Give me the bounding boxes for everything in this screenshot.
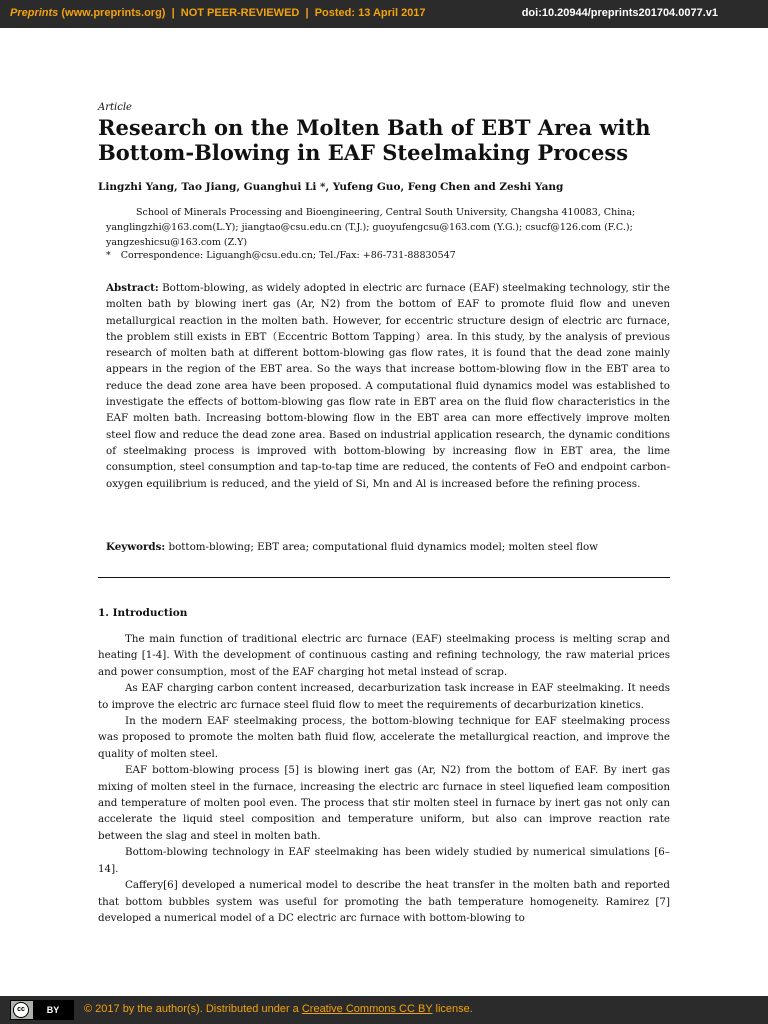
- paragraph: The main function of traditional electric arc furnace (EAF) steelmaking process is melting scrap and heating [1-4]. With the development of continuous casting and refining technology, the raw material prices and power consumption, most of the EAF charging hot metal instead of scrap.: [98, 633, 670, 678]
- abstract: [106, 280, 670, 492]
- paragraph: Bottom-blowing technology in EAF steelmaking has been widely studied by numerical simulations [6–14].: [98, 846, 670, 875]
- license-text: [84, 1003, 473, 1015]
- author-list: Lingzhi Yang, Tao Jiang, Guanghui Li *, Yufeng Guo, Feng Chen and Zeshi Yang: [98, 181, 564, 193]
- paragraph: As EAF charging carbon content increased, decarburization task increase in EAF steelmaking. It needs to improve the electric arc furnace steel fluid flow to meet the requirements of decarburization kinetics.: [98, 682, 670, 711]
- preprint-header-banner: [0, 0, 768, 28]
- correspondence: [106, 250, 678, 261]
- posted-date: Posted: 13 April 2017: [314, 7, 426, 19]
- separator: |: [305, 7, 309, 19]
- doi-link[interactable]: doi:10.20944/preprints201704.0077.v1: [521, 7, 718, 19]
- keywords: [106, 541, 670, 553]
- introduction-body: [98, 631, 670, 926]
- paragraph: In the modern EAF steelmaking process, the bottom-blowing technique for EAF steelmaking process was proposed to promote the molten bath fluid flow, accelerate the metallurgical reaction, and improve the quality of molten steel.: [98, 715, 670, 760]
- abstract-text: Bottom-blowing, as widely adopted in electric arc furnace (EAF) steelmaking technology, stir the molten bath by blowing inert gas (Ar, N2) from the bottom of EAF to promote fluid flow and uneven metallurgical reaction in the molten bath. However, for eccentric structure design of electric arc furnace, the problem still exists in EBT（Eccentric Bottom Tapping）area. In this study, by the analysis of previous research of molten bath at different bottom-blowing gas flow rates, it is found that the dead zone mainly appears in the region of the EBT area. So the ways that increase bottom-blowing flow in the EBT area to reduce the dead zone area have been proposed. A computational fluid dynamics model was established to investigate the effects of bottom-blowing gas flow rate in EBT area on the fluid flow characteristics in the EAF molten bath. Increasing bottom-blowing flow in the EBT area can more effectively improve molten steel flow and reduce the dead zone area. Based on industrial application research, the dynamic conditions of steelmaking process is improved with bottom-blowing by increasing flow in EBT area, the lime consumption, steel consumption and tap-to-tap time are reduced, the contents of FeO and endpoint carbon-oxygen equilibrium is reduced, and the yield of Si, Mn and Al is increased before the refining process.: [106, 282, 670, 490]
- by-icon: BY: [33, 1001, 73, 1019]
- section-divider: [98, 577, 670, 578]
- keywords-label: Keywords:: [106, 541, 166, 553]
- abstract-label: Abstract:: [106, 282, 159, 294]
- paper-title: Research on the Molten Bath of EBT Area with Bottom-Blowing in EAF Steelmaking Process: [98, 115, 651, 165]
- license-link[interactable]: Creative Commons CC BY: [301, 1003, 433, 1015]
- license-suffix: license.: [435, 1003, 473, 1015]
- paragraph: Caffery[6] developed a numerical model to describe the heat transfer in the molten bath and reported that bottom bubbles system was useful for promoting the bath temperature homogeneity. Ramirez [7] developed a numerical model of a DC electric arc furnace with bottom-blowing to: [98, 879, 670, 924]
- cc-icon: cc: [13, 1002, 29, 1018]
- separator: |: [171, 7, 175, 19]
- correspondence-mark: *: [106, 250, 111, 261]
- keywords-text: bottom-blowing; EBT area; computational fluid dynamics model; molten steel flow: [168, 541, 598, 553]
- preprints-url[interactable]: (www.preprints.org): [61, 7, 166, 19]
- preprints-brand: Preprints: [10, 7, 59, 19]
- affiliation: [106, 205, 666, 250]
- copyright-text: © 2017 by the author(s). Distributed under a: [84, 1003, 299, 1015]
- cc-by-license-badge[interactable]: [10, 1000, 74, 1020]
- paragraph: EAF bottom-blowing process [5] is blowing inert gas (Ar, N2) from the bottom of EAF. By inert gas mixing of molten steel in the furnace, increasing the electric arc furnace in steel liquefied leam composition and temperature of molten pool even. The process that stir molten steel in furnace by inert gas not only can accelerate the liquid steel composition and temperature uniform, but also can improve reaction rate between the slag and steel in molten bath.: [98, 764, 670, 842]
- license-footer: [0, 996, 768, 1024]
- peer-review-status: NOT PEER-REVIEWED: [180, 7, 300, 19]
- affiliation-text: School of Minerals Processing and Bioengineering, Central South University, Changsha 410083, China; yanglingzhi@163.com(L.Y); jiangtao@csu.edu.cn (T.J.); guoyufengcsu@163.com (Y.G.); csucf@126.com (F.C.); yangzeshicsu@163.com (Z.Y): [106, 207, 636, 248]
- section-heading: 1. Introduction: [98, 607, 188, 619]
- correspondence-text: Correspondence: Liguangh@csu.edu.cn; Tel./Fax: +86-731-88830547: [120, 250, 456, 261]
- preprint-status-line: [10, 7, 426, 19]
- article-type: Article: [98, 102, 132, 113]
